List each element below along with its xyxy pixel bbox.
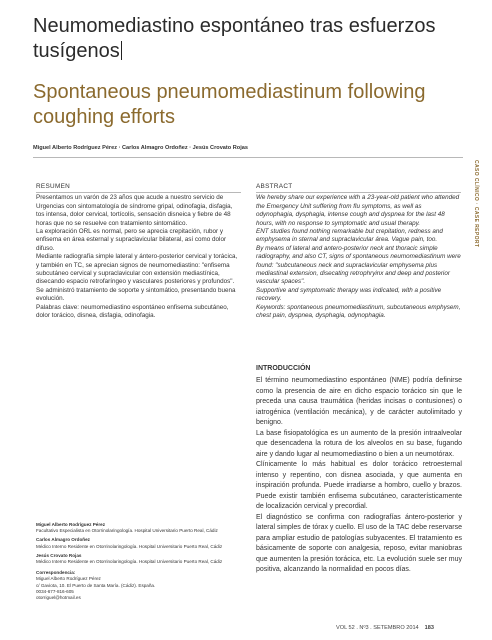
abstract-paragraph: Supportive and symptomatic therapy was indicated, with a positive recovery. bbox=[256, 286, 442, 303]
authors-line: Miguel Alberto Rodríguez Pérez · Carlos Almagro Ordoñez · Jesús Crovato Rojas bbox=[33, 145, 248, 151]
correspondence-line: 0034-677-816-605 bbox=[36, 588, 74, 594]
english-title: Spontaneous pneumomediastinum following coughing efforts bbox=[33, 81, 426, 128]
intro-paragraph: El diagnóstico se confirma con radiografías ántero-posterior y lateral simples de tórax y cuello. El uso de la TAC debe reservarse para ampliar estudio de patologías subyacentes. El tratamiento es básicamente de soporte con analgesia, reposo, evitar maniobras que aumenten la presión torácica, etc. La evolución suele ser muy positiva, alcanzando la normalidad en pocos días. bbox=[256, 513, 462, 573]
correspondence-heading: Correspondencia: bbox=[36, 570, 76, 576]
section-side-label: CASO CLÍNICO · CASE REPORT bbox=[473, 160, 479, 248]
resumen-rule bbox=[36, 192, 241, 193]
abstract-heading: ABSTRACT bbox=[256, 183, 293, 190]
abstract-keywords: Keywords: spontaneous pneumomediastinum, subcutaneous emphysem, chest pain, dyspnea, dysphagia, odynophagia. bbox=[256, 303, 461, 320]
intro-body bbox=[256, 376, 462, 576]
page-number: 183 bbox=[424, 625, 435, 631]
abstract-paragraph: By means of lateral and antero-posterior neck ant thoracic simple radiography, and also CT, signs of spontaneous neumomediastinum were found: "subcutaneous neck and supraclavicular emphysema plus mediastinal extension, disecating retrophryinx and deep and posterior vascular spaces". bbox=[256, 244, 461, 286]
correspondence-line: c/ Gaviota, 10. El Puerto de Santa María. (Cádiz). España. bbox=[36, 582, 156, 588]
affiliation-name: Miguel Alberto Rodríguez Pérez bbox=[36, 522, 105, 527]
abstract-rule bbox=[256, 192, 461, 193]
intro-paragraph: Clínicamente lo más habitual es dolor torácico retroesternal intenso y repentino, con disnea asociada, y que aumenta en inspiración profunda. Puede irradiarse a hombro, cuello y brazos. Puede existir también enfisema subcutáneo, característicamente de localización cervical y precordial. bbox=[256, 461, 462, 510]
abstract-paragraph: ENT studies found nothing remarkable but crepitation, redness and emphysema in sternal and supraclavicular área. Vague pain, too. bbox=[256, 228, 443, 244]
abstract-paragraph: We hereby share our experience with a 23-year-old patient who attended the Emergency Unit suffering from flu symptoms, as well as odynophagia, dysphagia, intense cough and dyspnea for the last 48 hours, with no response to symptomatic and usual therapy. bbox=[256, 194, 460, 227]
resumen-paragraph: Se administró tratamiento de soporte y sintomático, presentando buena evolución. bbox=[36, 286, 236, 303]
page-footer bbox=[336, 625, 434, 631]
resumen-paragraph: Presentamos un varón de 23 años que acude a nuestro servicio de Urgencias con sintomatología de síndrome gripal, odinofagia, disfagia, tos intensa, dolor cervical, tortícolis, sensación disneica y fiebre de 48 horas que no se resuelve con tratamiento sintomático. bbox=[36, 194, 233, 227]
text-cursor bbox=[121, 41, 122, 60]
abstract-section bbox=[256, 183, 461, 321]
affiliations-block bbox=[36, 522, 246, 601]
correspondence-line: Miguel Alberto Rodríguez Pérez bbox=[36, 576, 101, 582]
resumen-paragraph: La exploración ORL es normal, pero se aprecia crepitación, rubor y enfisema en área esternal y supraclavicular bilateral, así como dolor difuso. bbox=[36, 228, 227, 252]
resumen-keywords: Palabras clave: neumomediastino espontáneo enfisema subcutáneo, dolor torácico, disnea, disfagia, odinofagia. bbox=[36, 303, 229, 320]
issue-label: VOL 52 . Nº3 . SETEMBRO 2014 bbox=[336, 625, 419, 631]
resumen-heading: RESUMEN bbox=[36, 183, 71, 190]
intro-paragraph: La base fisiopatológica es un aumento de la presión intraalveolar que desencadena la rotura de los alveolos en su base, fugando aire y dando lugar al neumomediastino o bien a un neumotórax. bbox=[256, 429, 462, 458]
intro-heading: INTRODUCCIÓN bbox=[256, 365, 311, 372]
affiliation-name: Jesús Crovato Rojas bbox=[36, 552, 82, 558]
authors-rule bbox=[33, 157, 463, 158]
affiliation-detail: Médico Interno Residente en Otorrinolaringología. Hospital Universitario Puerto Real, Cádiz bbox=[36, 543, 223, 549]
affiliation-detail: Médico Interno Residente en Otorrinolaringología. Hospital Universitario Puerto Real, Cádiz bbox=[36, 559, 223, 565]
correspondence-email: otorriguel@hotmail.es bbox=[36, 595, 81, 601]
spanish-title: Neumomediastino espontáneo tras esfuerzos tusígenos bbox=[33, 15, 436, 62]
affiliation-name: Carlos Almagro Ordoñez bbox=[36, 537, 90, 543]
intro-paragraph: El término neumomediastino espontáneo (NME) podría definirse como la presencia de aire en dicho espacio torácico sin que le preceda una causa traumática (heridas incisas o contusiones) o iatrogénica (ventilación mecánica), y de carácter autolimitado y benigno. bbox=[256, 377, 462, 426]
affiliation-detail: Facultativo Especialista en Otorrinolaringología. Hospital Universitario Puerto Real, Cádiz bbox=[36, 528, 218, 534]
resumen-paragraph: Mediante radiografía simple lateral y ántero-posterior cervical y torácica, y también en TC, se aprecian signos de neumomediastino: "enfisema subcutáneo cervical y supraclavicular con extensión mediastínica, disecando espacio retrofaríngeo y vasculares posteriores y profundos". bbox=[36, 253, 238, 286]
resumen-section bbox=[36, 183, 241, 321]
